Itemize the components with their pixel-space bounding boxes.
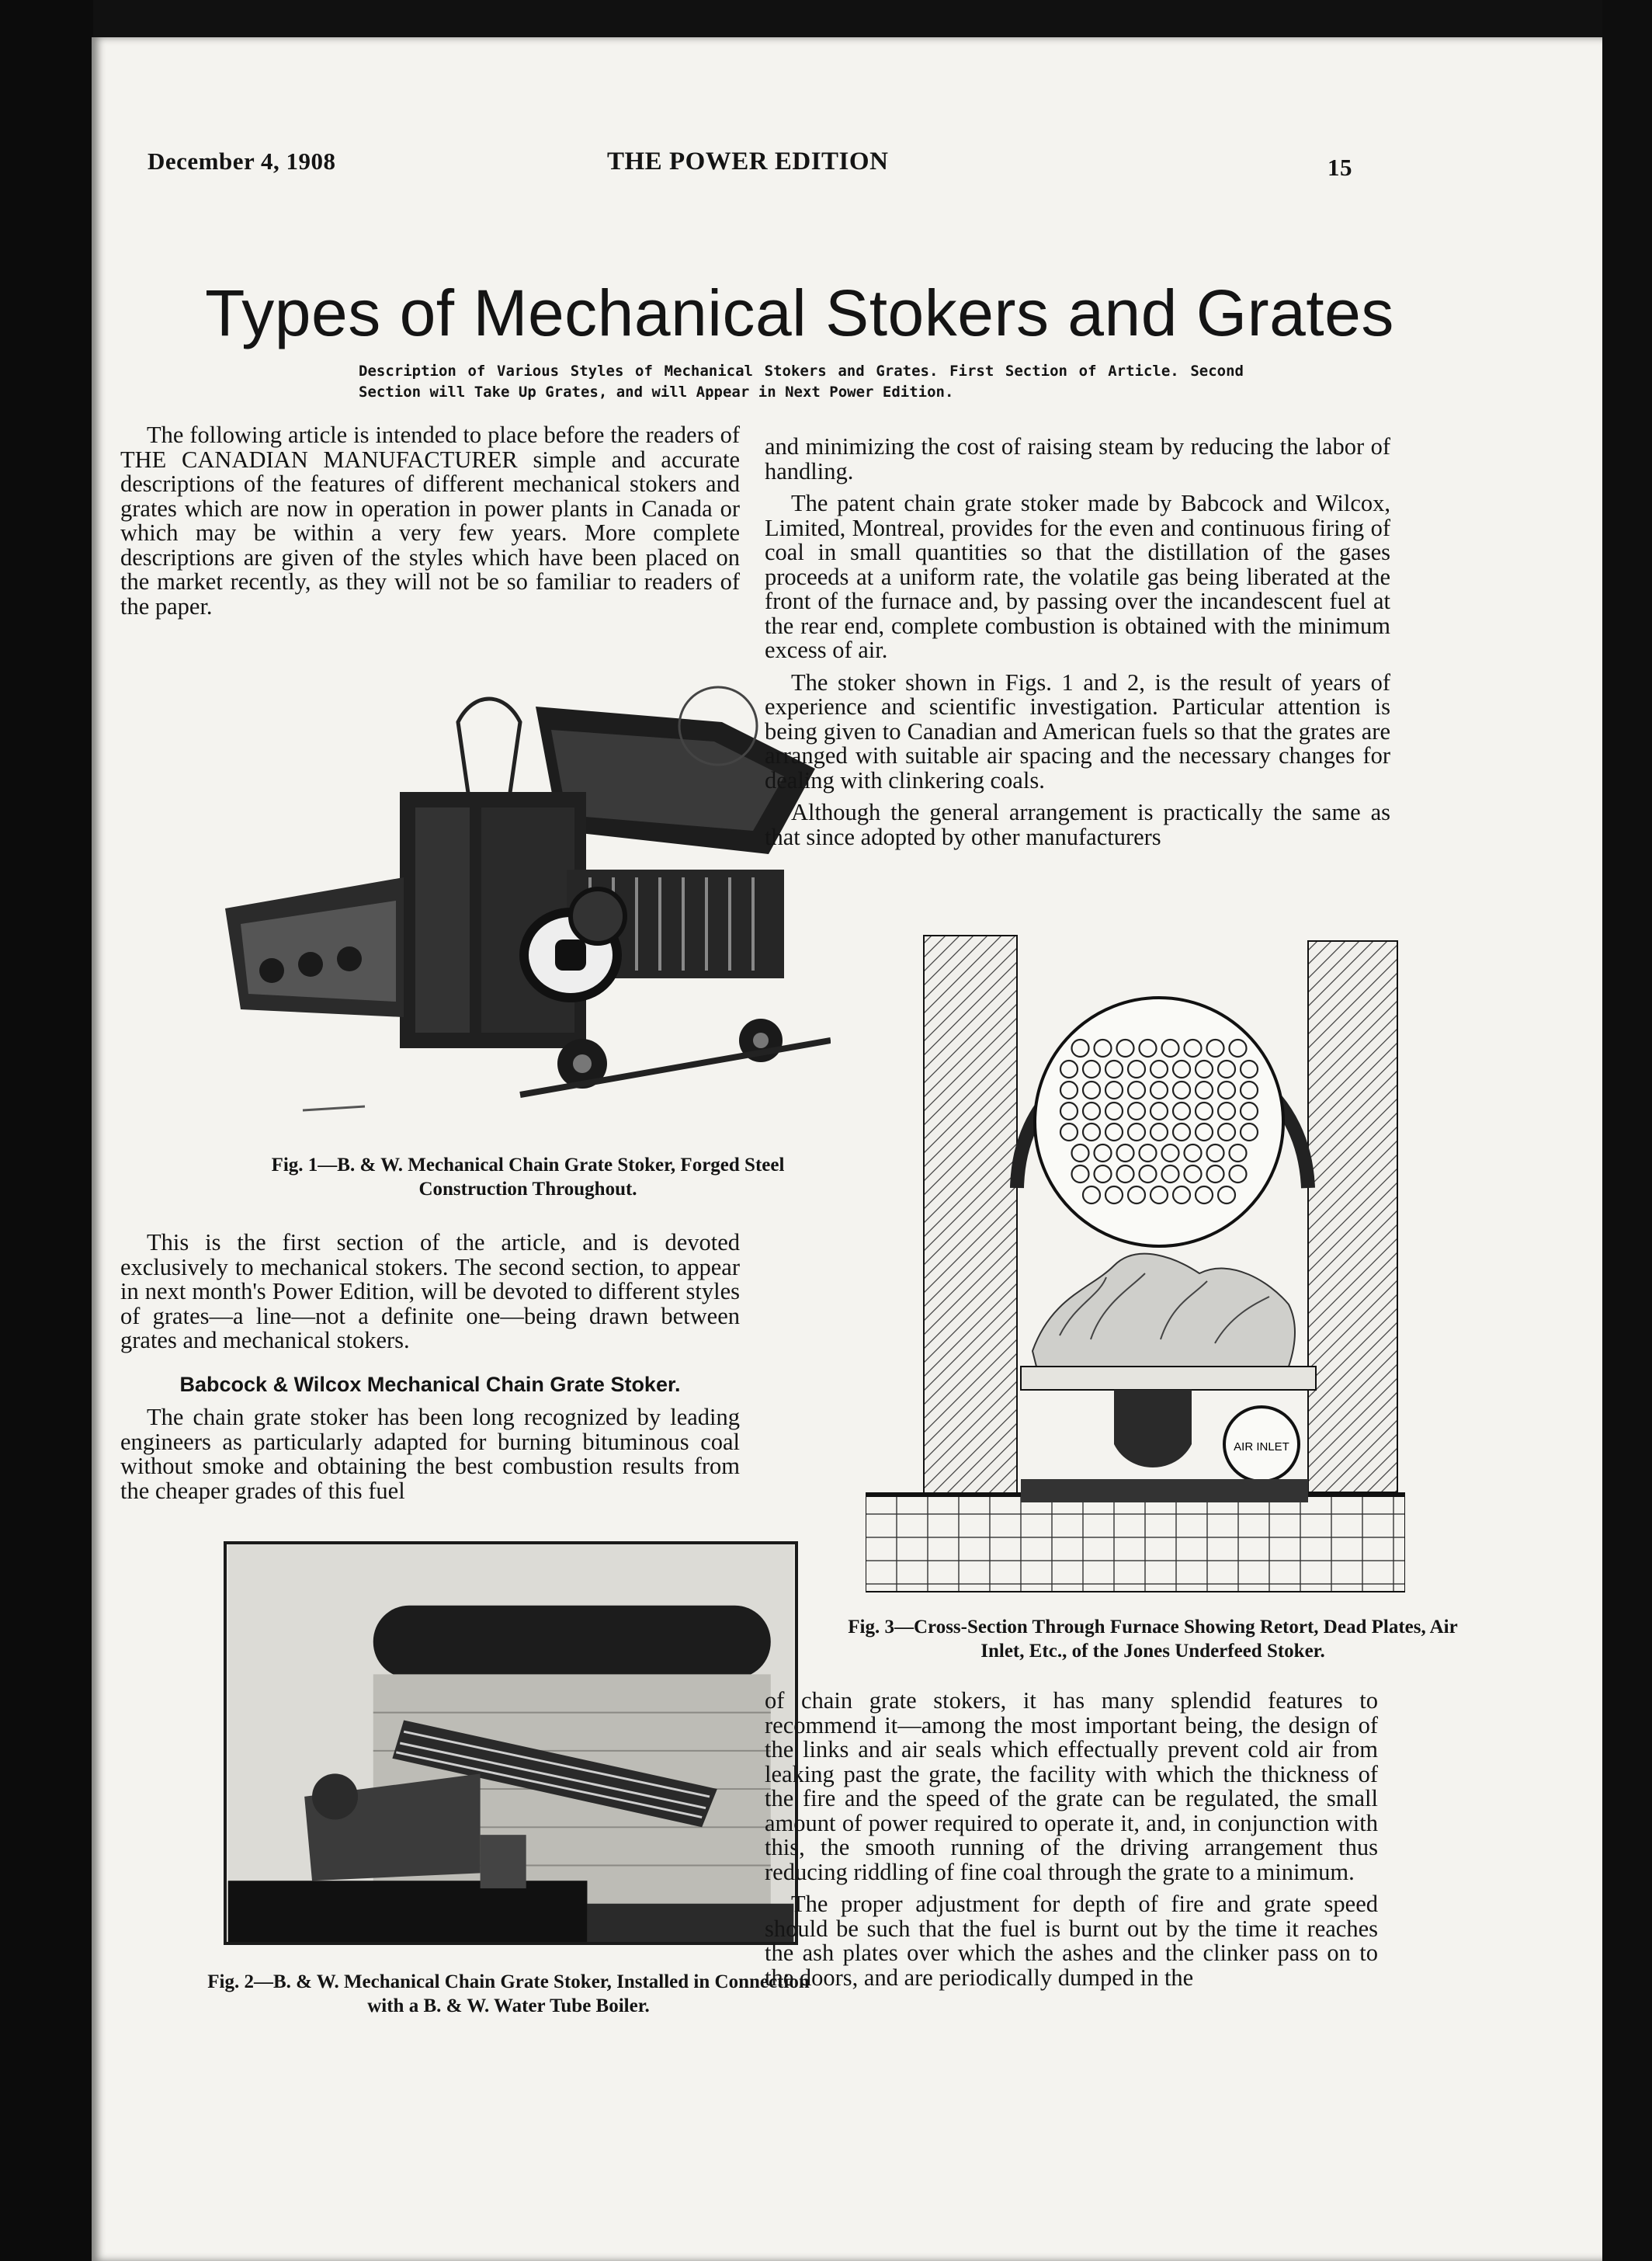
article-deck: Description of Various Styles of Mechanical Stokers and Grates. First Section of Article. Second Section will Take Up Grates, and will Appear in Next Power Edition. xyxy=(359,363,1244,401)
scan-edge xyxy=(1602,0,1652,2261)
article-headline: Types of Mechanical Stokers and Grates xyxy=(205,276,1394,349)
arrangement-paragraph: Although the general arrangement is practically the same as that since adopted by other manufacturers xyxy=(765,799,1390,850)
right-column-bottom xyxy=(765,1689,1378,1998)
left-column-bottom xyxy=(120,1405,740,1511)
fig2-boiler-photo xyxy=(224,1541,798,1945)
fig2-caption: Fig. 2—B. & W. Mechanical Chain Grate Stoker, Installed in Connection with a B. & W. Water Tube Boiler. xyxy=(207,1971,810,2016)
air-inlet-label: AIR INLET xyxy=(1234,1440,1289,1454)
fig3-caption: Fig. 3—Cross-Section Through Furnace Showing Retort, Dead Plates, Air Inlet, Etc., of the Jones Underfeed Stoker. xyxy=(848,1617,1458,1662)
binding-gutter xyxy=(0,0,93,2261)
left-column-middle xyxy=(120,1231,740,1361)
section-intro-paragraph: This is the first section of the article, and is devoted exclusively to mechanical stokers. The second section, to appear in next month's Power Edition, will be devoted to different styles of grates—a line—not a definite one—being drawn between grates and mechanical stokers. xyxy=(120,1229,740,1353)
continuation-paragraph: and minimizing the cost of raising steam by reducing the labor of handling. xyxy=(765,433,1390,484)
section-subhead: Babcock & Wilcox Mechanical Chain Grate Stoker. xyxy=(179,1373,681,1396)
adjustment-paragraph: The proper adjustment for depth of fire and grate speed should be such that the fuel is burnt out by the time it reaches the ash plates over which the ashes and the clinker pass on to the doors, and are periodically dumped in the xyxy=(765,1891,1378,1991)
babcock-wilcox-paragraph: The patent chain grate stoker made by Babcock and Wilcox, Limited, Montreal, provides for the even and continuous firing of coal in small quantities so that the distillation of the gases proceeds at a uniform rate, the volatile gas being liberated at the front of the furnace and, by passing over the incandescent fuel at the rear end, complete combustion is obtained with the minimum excess of air. xyxy=(765,490,1390,663)
fig1-stoker-engraving xyxy=(225,676,831,1118)
fig1-caption: Fig. 1—B. & W. Mechanical Chain Grate Stoker, Forged Steel Construction Throughout. xyxy=(271,1155,785,1200)
chain-grate-paragraph: The chain grate stoker has been long recognized by leading engineers as particularly adapted for burning bituminous coal without smoke and obtaining the best combustion results from the cheaper grades of this fuel xyxy=(120,1404,740,1504)
page-number: 15 xyxy=(1328,154,1352,181)
intro-paragraph: The following article is intended to place before the readers of THE CANADIAN MANUFACTURER simple and accurate descriptions of the features of different mechanical stokers and grates which are now in operation in power plants in Canada or which may be within a very few years. More complete descriptions are given of the styles which have been placed on the market recently, as they will not be so familiar to readers of the paper. xyxy=(120,422,740,620)
fig3-furnace-cross-section xyxy=(866,932,1405,1596)
publication-name: THE POWER EDITION xyxy=(607,148,889,175)
fig-reference-paragraph: The stoker shown in Figs. 1 and 2, is the result of years of experience and scientific investigation. Particular attention is being given to Canadian and American fuels so that the grates are arranged with suitable air spacing and the necessary changes for dealing with clinkering coals. xyxy=(765,669,1390,794)
features-paragraph: of chain grate stokers, it has many splendid features to recommend it—among the most important being, the design of the links and air seals which effectually prevent cold air from leaking past the grate, the facility with which the thickness of the fire and the speed of the grate can be regulated, the small amount of power required to operate it, and, in conjunction with this, the smooth running of the driving arrangement thus reducing riddling of fine coal through the grate to a minimum. xyxy=(765,1687,1378,1885)
right-column-top xyxy=(765,435,1390,857)
left-column-top xyxy=(120,423,740,627)
issue-date: December 4, 1908 xyxy=(148,148,336,175)
